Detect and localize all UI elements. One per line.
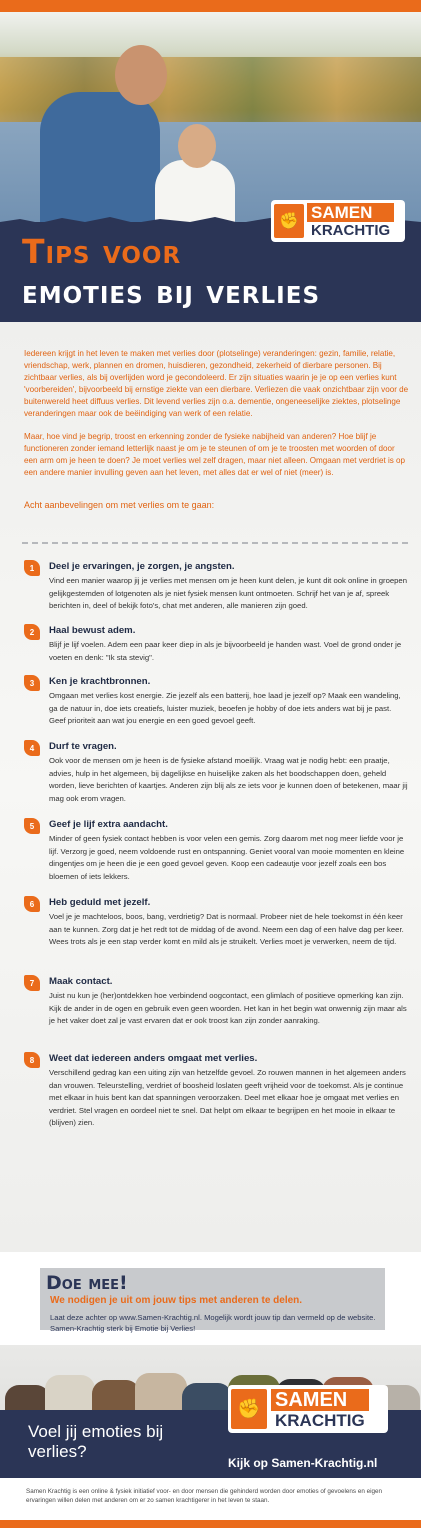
tip-title: Haal bewust adem. [49,625,136,636]
intro-paragraph-1: Iedereen krijgt in het leven te maken met verlies door (plotselinge) veranderingen: gezin, familie, relatie, vriendschap, werk, plannen en dromen, huisdieren, gezondheid, zekerheid of dierbare personen. Bij zichtbaar verlies, als bij overlijden word je gecondoleerd. Er zijn situaties waarin je je op een verlies kunt 'voorbereiden', bijvoorbeeld bij ernstige ziekte van een dierbare. Verliezen die vaak onzichtbaar zijn voor de buitenwereld heet diffuus verlies. Dit levend verlies zijn o.a. dementie, ongeneeselijke ziektes, plotselinge veranderingen maar ook de beëindiging van werk of een relatie. [24,349,409,418]
intro-paragraph-2: Maar, hoe vind je begrip, troost en erkenning zonder de fysieke nabijheid van anderen? Hoe blijf je functioneren zonder iemand letterlijk naast je om je te steunen of om je te troosten met woorden of door een arm om je heen te doen? Je moet verlies wel zelf dragen, maar niet alleen. Omgaan met verdriet is op een andere manier invulling geven aan het leven, met alles dat er wel of niet (meer) is. [24,432,406,477]
logo-samen: SAMEN [271,1389,369,1411]
footer-text: Samen Krachtig is een online & fysiek initiatief voor- en door mensen die gehinderd worden door emoties of gevoelens en eigen ervaringen willen delen met anderen om er zo samen krachtigerer in het leven te staan. [26,1488,382,1504]
tip-body: Blijf je lijf voelen. Adem een paar keer diep in als je bijvoorbeeld je handen wast. Voel de grond onder je voeten en denk: "Ik sta stevig". [49,640,402,662]
tip-body: Verschillend gedrag kan een uiting zijn van hetzelfde gevoel. Zo rouwen mannen in het algemeen anders dan vrouwen. Teleurstelling, verdriet of boosheid loslaten geeft vrijheid voor de toekomst. Als je continue met elkaar in huis bent kan dat spanningen veroorzaken. Deel met elkaar hoe je omgaat met verlies en verdriet. Stel vragen en oordeel niet te snel. Dat helpt om elkaar te begrijpen en het mooie in elkaar te (blijven) zien. [49,1068,406,1127]
tip-number-badge: 3 [24,675,40,691]
man-head [115,45,167,105]
samen-krachtig-logo-top[interactable] [271,200,405,242]
tip-body: Minder of geen fysiek contact hebben is voor velen een gemis. Zorg daarom met nog meer liefde voor je lijf. Verzorg je goed, neem voldoende rust en ontspanning. Geniet vooral van mooie momenten en kleine dingentjes om je heen die je een goed gevoel geven. Koop een cadeautje voor jezelf zoals een bos bloemen of iets lekkers. [49,834,405,881]
tip-title: Ken je krachtbronnen. [49,676,151,687]
bottom-question: Voel jij emoties bij verlies? [28,1422,164,1461]
tip-title: Geef je lijf extra aandacht. [49,819,168,830]
tip-title: Maak contact. [49,976,113,987]
dashed-divider [22,542,408,544]
intro-subheading: Acht aanbevelingen om met verlies om te gaan: [24,500,215,510]
tip-number-badge: 5 [24,818,40,834]
website-link[interactable]: Kijk op Samen-Krachtig.nl [228,1456,378,1470]
tip-title: Weet dat iedereen anders omgaat met verlies. [49,1053,258,1064]
tip-number-badge: 7 [24,975,40,991]
title-line-1: Tips voor [22,232,182,271]
cta-body: Laat deze achter op www.Samen-Krachtig.nl. Mogelijk wordt jouw tip dan vermeld op de website. Samen-Krachtig sterk bij Emotie bij Verlies! [50,1313,376,1333]
tip-number-badge: 2 [24,624,40,640]
tip-title: Heb geduld met jezelf. [49,897,151,908]
samen-krachtig-logo-bottom[interactable] [228,1385,388,1433]
tip-body: Voel je je machteloos, boos, bang, verdrietig? Dat is normaal. Probeer niet de hele toekomst in één keer aan te kunnen. Zorg dat je het redt tot de middag of de avond. Neem een dag of een halve dag per keer. Wees trots als je een stap verder komt en mild als je struikelt. Verlies moet je verwerken, neem de tijd. [49,912,404,946]
tip-body: Omgaan met verlies kost energie. Zie jezelf als een batterij, hoe laad je jezelf op? Maak een wandeling, ga de natuur in, doe iets creatiefs, luister muziek, beoefen je hobby of doe iets anders wat bij je past. Geef prioriteit aan wat jou energie en een goed gevoel geeft. [49,691,401,725]
tip-body: Juist nu kun je (her)ontdekken hoe verbindend oogcontact, een glimlach of positieve opmerking kan zijn. Kijk de ander in de ogen en gebruik even geen woorden. Het kan in het begin wat onwennig zijn maar als je het vaker doet zal je vast ervaren dat er ook troost kan zijn zonder aanraking. [49,991,407,1025]
tip-number-badge: 8 [24,1052,40,1068]
tip-title: Deel je ervaringen, je zorgen, je angsten. [49,561,235,572]
tip-body: Vind een manier waarop jij je verlies met mensen om je heen kunt delen, je kunt dit ook online in groepen gelijkgestemden of lotgenoten als je niet fysiek mensen kunt ontmoeten. Schrijf het van je af, spreek berichten in, deel of bekijk foto's, chat met anderen, alle manieren zijn goed. [49,576,407,610]
fist-icon: ✊ [231,1389,267,1429]
tip-title: Durf te vragen. [49,741,117,752]
tip-number-badge: 4 [24,740,40,756]
intro-text [24,348,409,490]
cta-subtitle: We nodigen je uit om jouw tips met anderen te delen. [50,1295,303,1306]
logo-krachtig: KRACHTIG [311,222,391,239]
tip-body: Ook voor de mensen om je heen is de fysieke afstand moeilijk. Vraag wat je nodig hebt: een praatje, advies, hulp in het algemeen, bij dagelijkse en huiselijke zaken als het boodschappen doen, geheld worden, lieve berichten of kaartjes. Anderen zijn blij als ze iets voor je kunnen doen of betekenen, maar jij mag ook erom vragen. [49,756,408,803]
boy-head [178,124,216,168]
tip-number-badge: 6 [24,896,40,912]
cta-title: Doe mee! [46,1272,128,1294]
title-line-2: emoties bij verlies [22,272,321,311]
man-figure [40,92,160,234]
bottom-accent-bar [0,1520,421,1528]
logo-krachtig: KRACHTIG [275,1410,365,1430]
tip-number-badge: 1 [24,560,40,576]
fist-icon: ✊ [274,204,304,238]
logo-samen: SAMEN [307,203,394,222]
top-accent-bar [0,0,421,12]
